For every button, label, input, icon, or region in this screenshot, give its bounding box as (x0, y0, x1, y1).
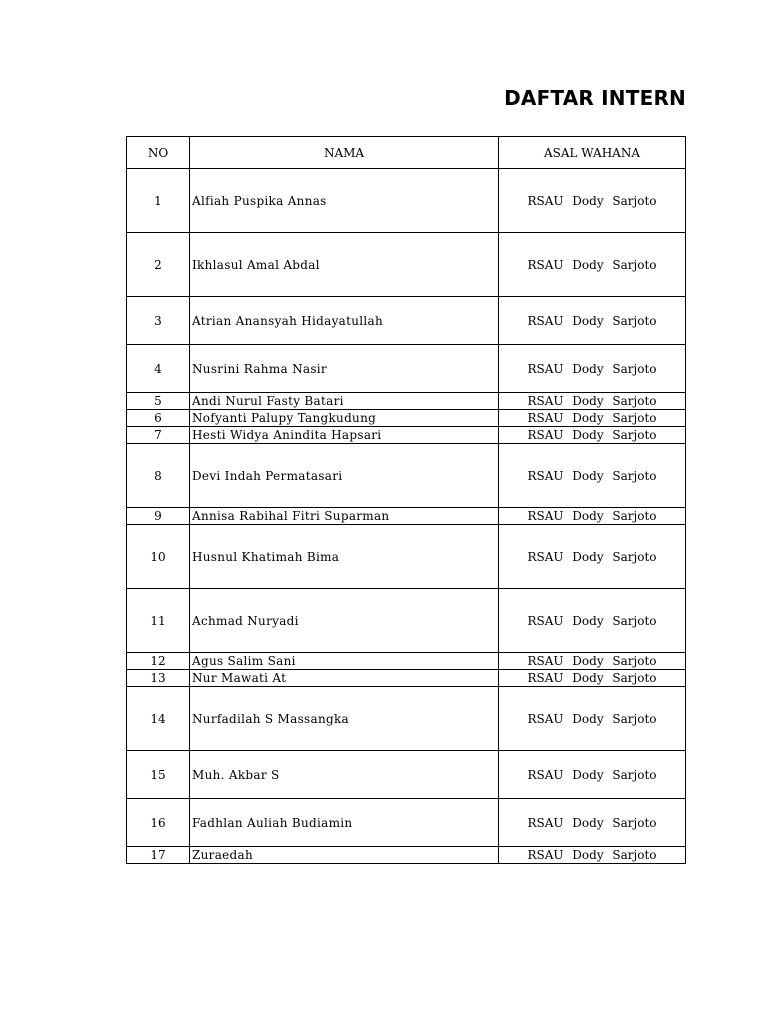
cell-asal-wahana: RSAU Dody Sarjoto (499, 653, 686, 670)
cell-asal-wahana: RSAU Dody Sarjoto (499, 525, 686, 589)
cell-asal-wahana: RSAU Dody Sarjoto (499, 589, 686, 653)
cell-no: 14 (127, 687, 190, 751)
table-header-row (127, 137, 686, 169)
cell-nama: Annisa Rabihal Fitri Suparman (190, 508, 499, 525)
table-row (127, 393, 686, 410)
cell-asal-wahana: RSAU Dody Sarjoto (499, 508, 686, 525)
intern-table (126, 136, 686, 864)
table-row (127, 444, 686, 508)
cell-no: 6 (127, 410, 190, 427)
cell-asal-wahana: RSAU Dody Sarjoto (499, 233, 686, 297)
cell-asal-wahana: RSAU Dody Sarjoto (499, 345, 686, 393)
cell-asal-wahana: RSAU Dody Sarjoto (499, 687, 686, 751)
cell-nama: Andi Nurul Fasty Batari (190, 393, 499, 410)
cell-asal-wahana: RSAU Dody Sarjoto (499, 799, 686, 847)
cell-nama: Zuraedah (190, 847, 499, 864)
cell-nama: Fadhlan Auliah Budiamin (190, 799, 499, 847)
cell-nama: Nurfadilah S Massangka (190, 687, 499, 751)
table-row (127, 751, 686, 799)
cell-nama: Devi Indah Permatasari (190, 444, 499, 508)
table-row (127, 233, 686, 297)
cell-nama: Alfiah Puspika Annas (190, 169, 499, 233)
cell-asal-wahana: RSAU Dody Sarjoto (499, 297, 686, 345)
cell-asal-wahana: RSAU Dody Sarjoto (499, 847, 686, 864)
cell-no: 11 (127, 589, 190, 653)
cell-asal-wahana: RSAU Dody Sarjoto (499, 670, 686, 687)
cell-no: 3 (127, 297, 190, 345)
cell-no: 17 (127, 847, 190, 864)
cell-asal-wahana: RSAU Dody Sarjoto (499, 169, 686, 233)
cell-no: 5 (127, 393, 190, 410)
cell-no: 8 (127, 444, 190, 508)
cell-nama: Muh. Akbar S (190, 751, 499, 799)
cell-nama: Ikhlasul Amal Abdal (190, 233, 499, 297)
cell-no: 9 (127, 508, 190, 525)
table-row (127, 670, 686, 687)
cell-no: 4 (127, 345, 190, 393)
table-row (127, 589, 686, 653)
header-no: NO (127, 137, 190, 169)
cell-nama: Husnul Khatimah Bima (190, 525, 499, 589)
table-row (127, 525, 686, 589)
cell-asal-wahana: RSAU Dody Sarjoto (499, 444, 686, 508)
table-row (127, 508, 686, 525)
cell-asal-wahana: RSAU Dody Sarjoto (499, 410, 686, 427)
cell-no: 12 (127, 653, 190, 670)
cell-no: 2 (127, 233, 190, 297)
cell-nama: Achmad Nuryadi (190, 589, 499, 653)
table-row (127, 410, 686, 427)
table-body (127, 169, 686, 864)
cell-no: 7 (127, 427, 190, 444)
table-row (127, 653, 686, 670)
cell-nama: Atrian Anansyah Hidayatullah (190, 297, 499, 345)
cell-no: 10 (127, 525, 190, 589)
table-row (127, 297, 686, 345)
cell-no: 13 (127, 670, 190, 687)
table-row (127, 345, 686, 393)
cell-nama: Nofyanti Palupy Tangkudung (190, 410, 499, 427)
cell-no: 15 (127, 751, 190, 799)
cell-asal-wahana: RSAU Dody Sarjoto (499, 751, 686, 799)
header-asal-wahana: ASAL WAHANA (499, 137, 686, 169)
cell-nama: Agus Salim Sani (190, 653, 499, 670)
cell-no: 1 (127, 169, 190, 233)
cell-nama: Nusrini Rahma Nasir (190, 345, 499, 393)
cell-no: 16 (127, 799, 190, 847)
cell-asal-wahana: RSAU Dody Sarjoto (499, 393, 686, 410)
table-row (127, 169, 686, 233)
cell-nama: Nur Mawati At (190, 670, 499, 687)
page-title: DAFTAR INTERN (504, 86, 686, 110)
cell-asal-wahana: RSAU Dody Sarjoto (499, 427, 686, 444)
table-row (127, 799, 686, 847)
header-nama: NAMA (190, 137, 499, 169)
table-row (127, 687, 686, 751)
table-row (127, 847, 686, 864)
table-row (127, 427, 686, 444)
cell-nama: Hesti Widya Anindita Hapsari (190, 427, 499, 444)
